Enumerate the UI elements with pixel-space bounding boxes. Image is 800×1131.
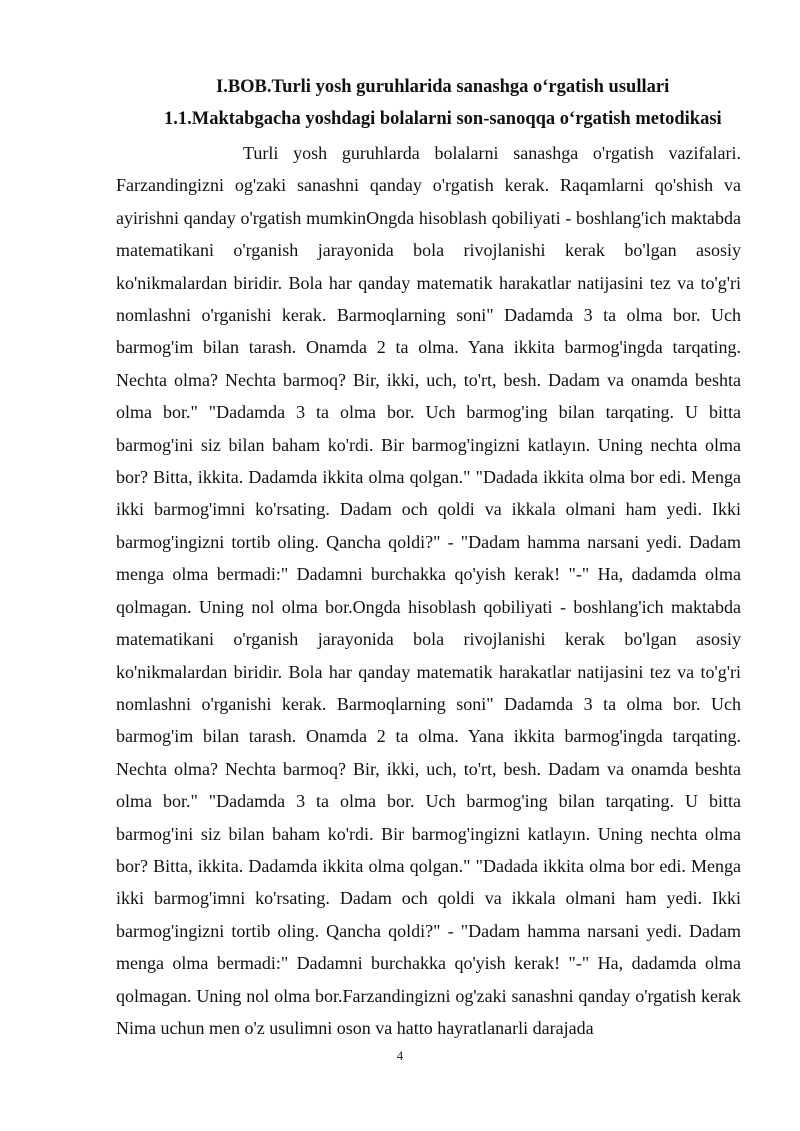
body-paragraph: Turli yosh guruhlarda bolalarni sanashga o'rgatish vazifalari. Farzandingizni og'zaki sanashni qanday o'rgatish kerak. Raqamlarni qo'shish va ayirishni qanday o'rgatish mumkinOngda hisoblash qobiliyati - boshlang'ich maktabda matematikani o'rganish jarayonida bola rivojlanishi kerak bo'lgan asosiy ko'nikmalardan biridir. Bola har qanday matematik harakatlar natijasini tez va to'g'ri nomlashni o'rganishi kerak. Barmoqlarning soni" Dadamda 3 ta olma bor. Uch barmog'im bilan tarash. Onamda 2 ta olma. Yana ikkita barmog'ingda tarqating. Nechta olma? Nechta barmoq? Bir, ikki, uch, to'rt, besh. Dadam va onamda beshta olma bor." "Dadamda 3 ta olma bor. Uch barmog'ing bilan tarqating. U bitta barmog'ini siz bilan baham ko'rdi. Bir barmog'ingizni katlayın. Uning nechta olma bor? Bitta, ikkita. Dadamda ikkita olma qolgan." "Dadada ikkita olma bor edi. Menga ikki barmog'imni ko'rsating. Dadam och qoldi va ikkala olmani ham yedi. Ikki barmog'ingizni tortib oling. Qancha qoldi?" - "Dadam hamma narsani yedi. Dadam menga olma bermadi:" Dadamni burchakka qo'yish kerak! "-" Ha, dadamda olma qolmagan. Uning nol olma bor.Ongda hisoblash qobiliyati - boshlang'ich maktabda matematikani o'rganish jarayonida bola rivojlanishi kerak bo'lgan asosiy ko'nikmalardan biridir. Bola har qanday matematik harakatlar natijasini tez va to'g'ri nomlashni o'rganishi kerak. Barmoqlarning soni" Dadamda 3 ta olma bor. Uch barmog'im bilan tarash. Onamda 2 ta olma. Yana ikkita barmog'ingda tarqating. Nechta olma? Nechta barmoq? Bir, ikki, uch, to'rt, besh. Dadam va onamda beshta olma bor." "Dadamda 3 ta olma bor. Uch barmog'ing bilan tarqating. U bitta barmog'ini siz bilan baham ko'rdi. Bir barmog'ingizni katlayın. Uning nechta olma bor? Bitta, ikkita. Dadamda ikkita olma qolgan." "Dadada ikkita olma bor edi. Menga ikki barmog'imni ko'rsating. Dadam och qoldi va ikkala olmani ham yedi. Ikki barmog'ingizni tortib oling. Qancha qoldi?" - "Dadam hamma narsani yedi. Dadam menga olma bermadi:" Dadamni burchakka qo'yish kerak! "-" Ha, dadamda olma qolmagan. Uning nol olma bor.Farzandingizni og'zaki sanashni qanday o'rgatish kerak Nima uchun men o'z usulimni oson va hatto hayratlanarli darajada xyxy=(116,143,741,1038)
page-number: 4 xyxy=(396,1048,404,1063)
section-heading: 1.1.Maktabgacha yoshdagi bolalarni son-sanoqqa o‘rgatish metodikasi xyxy=(164,109,722,129)
chapter-heading: I.BOB.Turli yosh guruhlarida sanashga o‘rgatish usullari xyxy=(216,77,670,97)
